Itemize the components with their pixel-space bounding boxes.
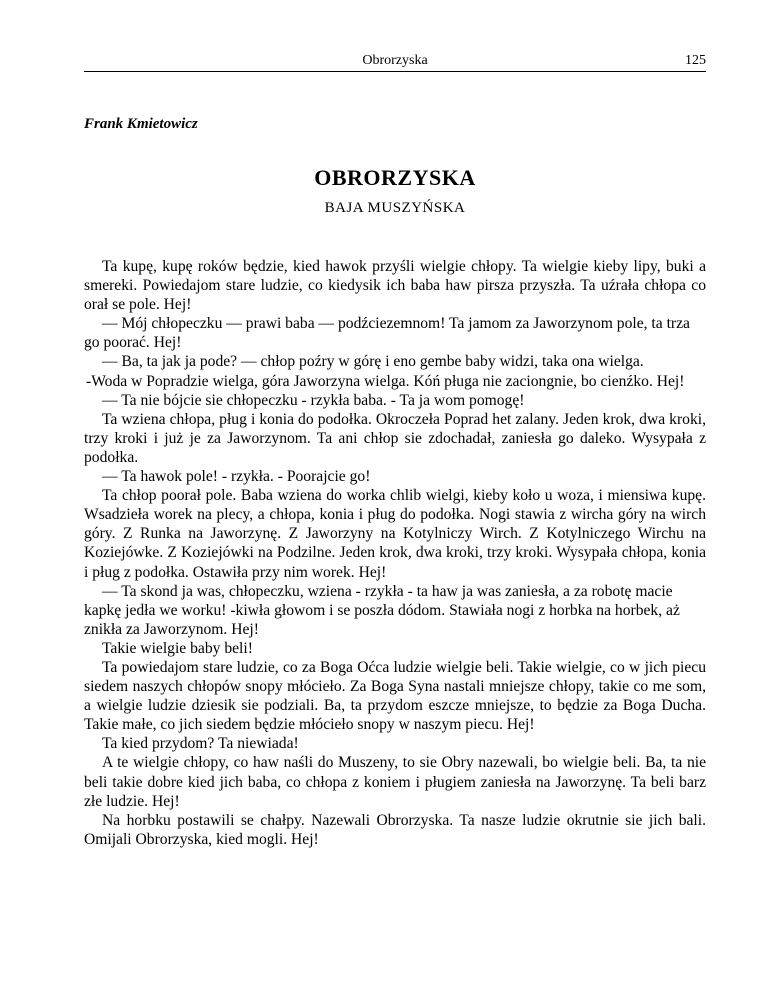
story-subtitle: BAJA MUSZYŃSKA [324,200,466,216]
paragraph: Ta kupę, kupę roków będzie, kied hawok przyśli wielgie chłopy. Ta wielgie kieby lipy, buki a smereki. Powiedajom stare ludzie, co kiedysik ich baba haw pirsza przyszła. Ta uźrała chłopa co orał se pole. Hej! [84,258,706,314]
story-title: OBRORZYSKA [314,165,476,190]
paragraph: Na horbku postawili se chałpy. Nazewali Obrorzyska. Ta nasze ludzie okrutnie sie jich bali. Omijali Obrorzyska, kied mogli. Hej! [84,811,706,848]
paragraph: — Ta hawok pole! - rzykła. - Poorajcie go! [102,468,371,486]
paragraph: Ta chłop poorał pole. Baba wziena do worka chlib wielgi, kieby koło u woza, i miensiwa kupę. Wsadzieła worek na plecy, a chłopa, konia i pług do podołka. Nogi stawia z wircha góry na wirch góry. Z Runka na Jaworzynę. Z Jaworzyny na Kotylniczy Wirch. Z Kotylniczego Wirchu na Koziejówke. Z Koziejówki na Podzilne. Jeden krok, dwa kroki, trzy kroki. Wysypała chłopa, konia i pług z podołka. Ostawiła przy nim worek. Hej! [84,487,706,581]
paragraph: A te wielgie chłopy, co haw naśli do Muszeny, to sie Obry nazewali, bo wielgie beli. Ba, ta nie beli takie dobre kied jich baba, co chłopa z koniem i pługiem zaniesła na Jaworzynę. Ta beli barz złe ludzie. Hej! [84,754,706,810]
paragraph: Ta powiedajom stare ludzie, co za Boga Oćca ludzie wielgie beli. Takie wielgie, co w jich piecu siedem naszych chłopów snopy młócieło. Za Boga Syna nastali mniejsze chłopy, takie co me som, a wielgie ludzie dziesik sie podziali. Ba, ta przydom eszcze mniejsze, to będzie za Boga Ducha. Takie małe, co jich siedem będzie młócieło snopy w naszym piecu. Hej! [84,658,706,734]
story-body [84,257,706,849]
page-number: 125 [685,53,706,68]
paragraph: — Ta skond ja was, chłopeczku, wziena - rzykła - ta haw ja was zaniesła, a za robotę macie kapkę jedła we worku! -kiwła głowom i se poszła dódom. Stawiała nogi z horbka na horbek, aż znikła za Jaworzynom. Hej! [84,582,680,638]
paragraph: Ta kied przydom? Ta niewiada! [102,735,299,753]
paragraph: Ta wziena chłopa, pług i konia do podołka. Okroczeła Poprad het zalany. Jeden krok, dwa kroki, trzy kroki i już je za Jaworzynom. Ta ani chłop sie zdochadał, zaniesła go daleko. Wysypała z podołka. [84,410,706,466]
header-rule [84,71,706,72]
running-header [84,52,706,70]
author-name: Frank Kmietowicz [84,116,198,132]
paragraph: Takie wielgie baby beli! [102,639,253,657]
paragraph: — Ba, ta jak ja pode? — chłop poźry w górę i eno gembe baby widzi, taka ona wielga. [102,353,644,371]
paragraph: — Ta nie bójcie sie chłopeczku - rzykła baba. - Ta ja wom pomogę! [102,391,525,409]
paragraph: — Mój chłopeczku — prawi baba — podźciezemnom! Ta jamom za Jaworzynom pole, ta trza go poorać. Hej! [84,315,690,352]
running-title: Obrorzyska [362,53,428,68]
paragraph: -Woda w Popradzie wielga, góra Jaworzyna wielga. Kóń pługa nie zaciongnie, bo cienźko. Hej! [86,372,685,390]
